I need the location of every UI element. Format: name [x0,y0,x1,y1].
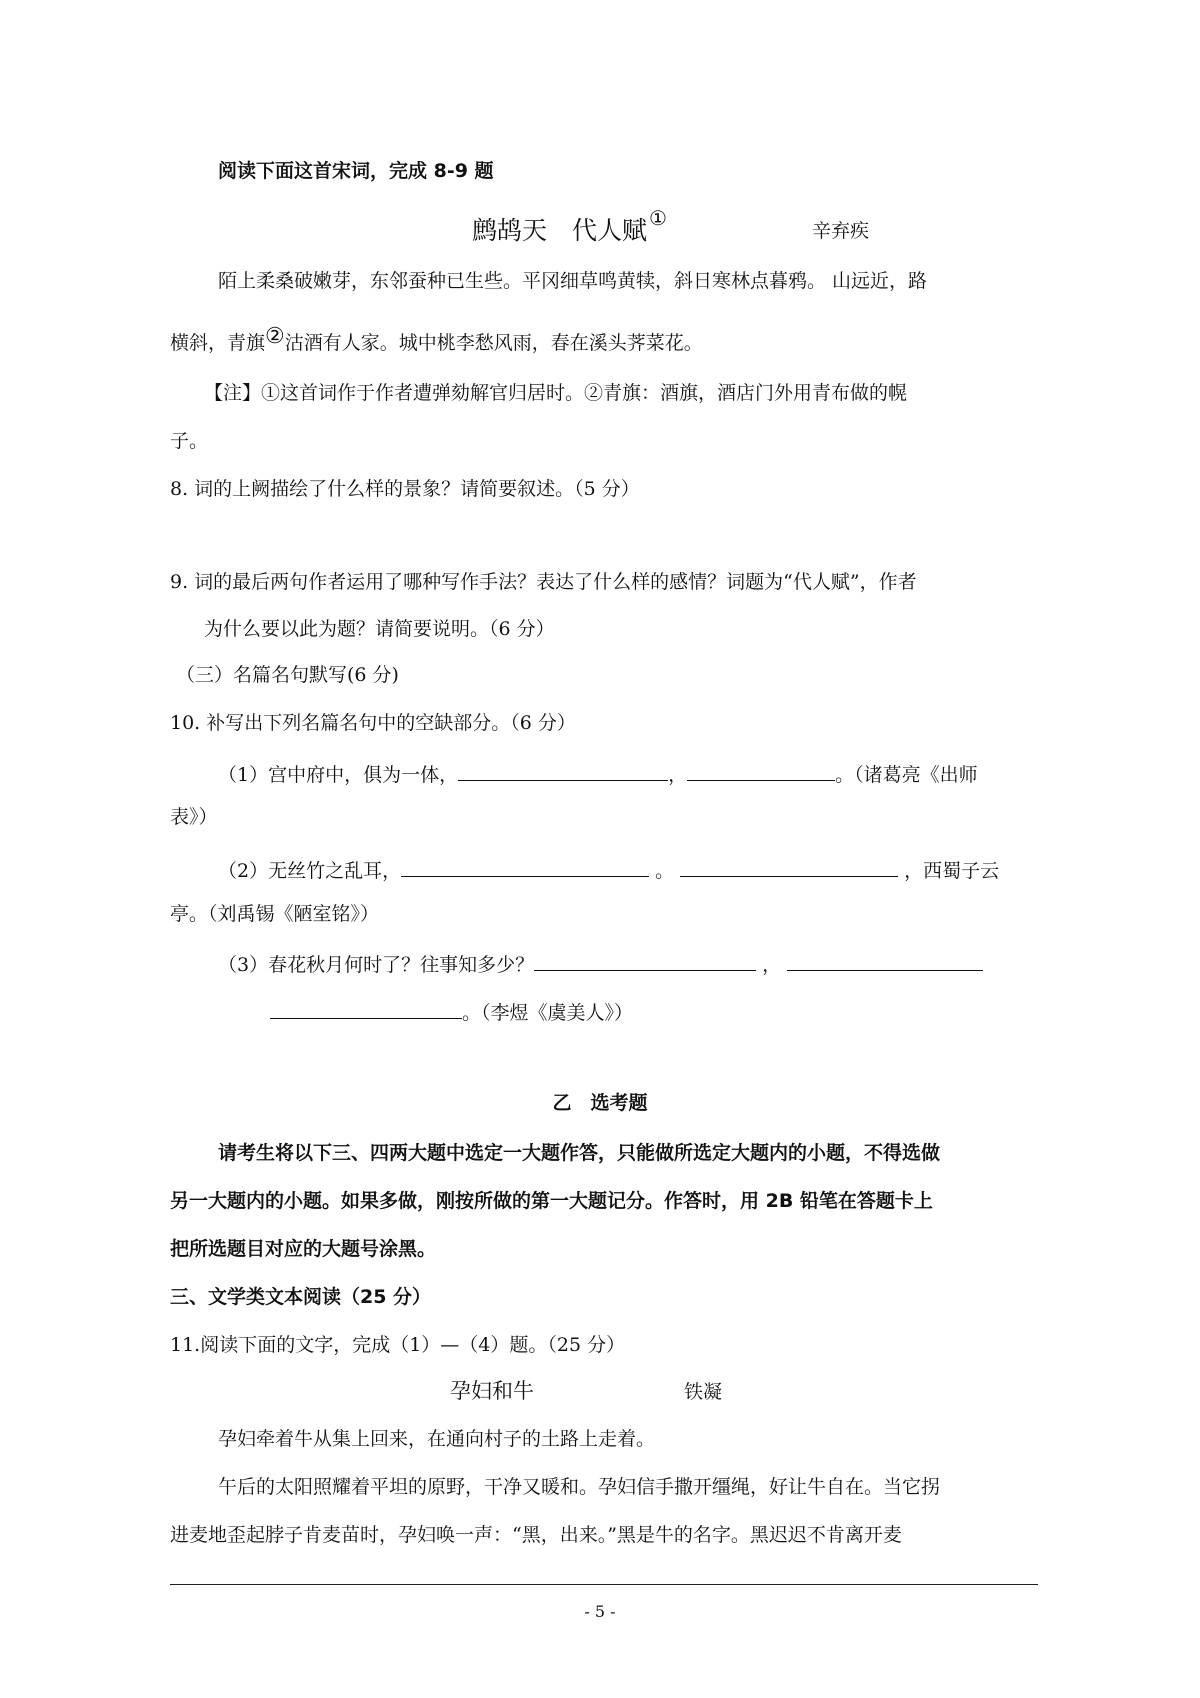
elective-title: 乙 选考题 [552,1092,648,1114]
question-11: 11.阅读下面的文字，完成（1）—（4）题。（25 分） [170,1334,626,1356]
section-literary-heading: 三、文学类文本阅读（25 分） [170,1286,432,1308]
footer-divider [170,1584,1038,1585]
answer-blank-3b[interactable] [787,952,983,971]
question-9-line-2: 为什么要以此为题？请简要说明。（6 分） [204,618,555,640]
reading-intro: 阅读下面这首宋词，完成 8-9 题 [218,160,494,182]
poem-line-2-start: 横斜，青旗 [170,332,266,354]
q10-item-2-tail: ，西蜀子云 [898,860,1000,882]
answer-blank-2b[interactable] [680,858,898,877]
notes-line-2: 子。 [170,430,209,452]
poem-line-2 [170,324,703,354]
story-paragraph-1: 孕妇牵着牛从集上回来，在通向村子的土路上走着。 [218,1428,656,1450]
poem-title-footnote-marker: ① [649,206,667,230]
answer-blank-1a[interactable] [458,762,668,781]
q10-item-2-period: 。 [649,860,675,882]
question-9-line-1: 9. 词的最后两句作者运用了哪种写作手法？表达了什么样的感情？词题为“代人赋”，作者 [170,571,917,593]
question-10-heading: 10. 补写出下列名篇名句中的空缺部分。（6 分） [170,712,576,734]
section-3-heading: （三）名篇名句默写(6 分) [176,664,399,686]
q10-item-2-cont: 亭。（刘禹锡《陋室铭》） [170,903,380,925]
poem-title: 鹧鸪天 代人赋 [472,216,648,245]
poem-line-2-end: 沽酒有人家。城中桃李愁风雨，春在溪头荠菜花。 [284,332,703,354]
q10-item-1-comma: ， [668,764,688,786]
answer-blank-1b[interactable] [687,762,835,781]
q10-item-1-text: （1）宫中府中，俱为一体， [218,764,459,786]
elective-instruction-2: 另一大题内的小题。如果多做，刚按所做的第一大题记分。作答时，用 2B 铅笔在答题卡上 [170,1190,933,1212]
question-8: 8. 词的上阙描绘了什么样的景象？请简要叙述。（5 分） [170,478,640,500]
q10-item-1 [218,762,978,785]
answer-blank-3a[interactable] [534,952,756,971]
q10-item-1-source: 。（诸葛亮《出师 [835,764,978,786]
q10-item-3-cont [270,1000,633,1023]
poem-footnote-marker-2: ② [265,324,285,349]
q10-item-2-text: （2）无丝竹之乱耳， [218,860,402,882]
poem-author: 辛弃疾 [812,220,870,242]
q10-item-3-text: （3）春花秋月何时了？往事知多少？ [218,954,535,976]
story-author: 铁凝 [684,1381,723,1403]
story-title: 孕妇和牛 [450,1379,534,1403]
q10-item-1-cont: 表》） [170,806,218,828]
answer-blank-2a[interactable] [401,858,649,877]
poem-line-1: 陌上柔桑破嫩芽，东邻蚕种已生些。平冈细草鸣黄犊，斜日寒林点暮鸦。 山远近，路 [218,270,928,292]
q10-item-3-comma: ， [756,954,782,976]
story-paragraph-2-line-1: 午后的太阳照耀着平坦的原野，干净又暖和。孕妇信手撒开缰绳，好让牛自在。当它拐 [218,1476,941,1498]
answer-blank-3c[interactable] [270,1000,462,1019]
q10-item-2 [218,858,999,881]
elective-instruction-3: 把所选题目对应的大题号涂黑。 [170,1238,437,1260]
story-paragraph-2-line-2: 进麦地歪起脖子肯麦苗时，孕妇唤一声：“黑，出来。”黑是牛的名字。黑迟迟不肯离开麦 [170,1524,902,1546]
poem-title-row [472,206,667,245]
q10-item-3 [218,952,983,975]
elective-instruction-1: 请考生将以下三、四两大题中选定一大题作答，只能做所选定大题内的小题，不得选做 [218,1142,941,1164]
page-number: - 5 - [584,1602,616,1621]
q10-item-3-source: 。（李煜《虞美人》） [462,1002,634,1024]
notes-line-1: 【注】①这首词作于作者遭弹劾解官归居时。②青旗：酒旗，酒店门外用青布做的幌 [204,382,908,404]
